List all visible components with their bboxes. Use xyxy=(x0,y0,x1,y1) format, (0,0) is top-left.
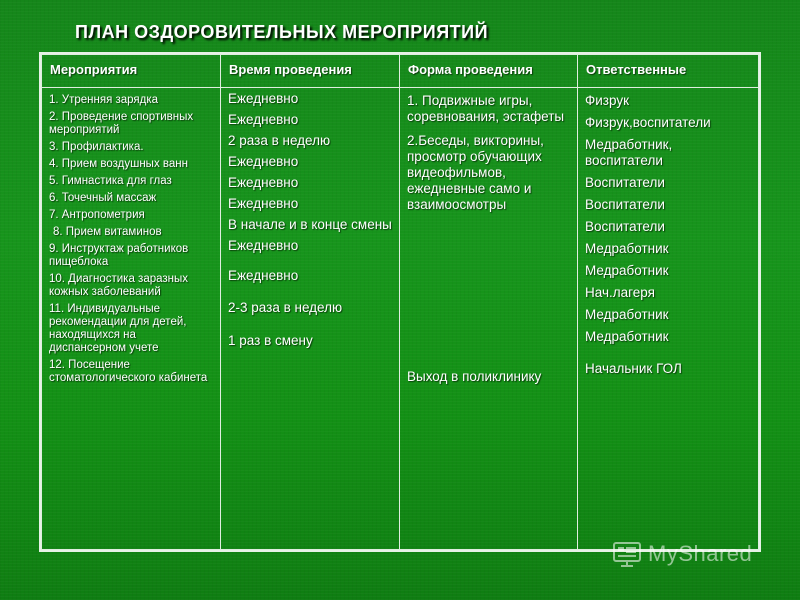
responsible-item: Медработник xyxy=(585,241,669,256)
schedule-item: 2 раза в неделю xyxy=(228,133,331,148)
responsible-item: Медработник, воспитатели xyxy=(585,137,673,168)
responsible-item: Физрук,воспитатели xyxy=(585,115,711,130)
table-header-row xyxy=(42,55,759,88)
responsible-item: Воспитатели xyxy=(585,219,665,234)
watermark xyxy=(611,536,781,572)
activity-item: 9. Инструктаж работников пищеблока xyxy=(49,243,189,268)
activity-item: 8. Прием витаминов xyxy=(53,226,162,238)
responsible-item: Медработник xyxy=(585,329,669,344)
schedule-item: Ежедневно xyxy=(228,268,299,283)
schedule-item: В начале и в конце смены xyxy=(228,217,392,232)
schedule-item: Ежедневно xyxy=(228,175,299,190)
activity-item: 5. Гимнастика для глаз xyxy=(49,175,172,187)
activity-item: 10. Диагностика заразных кожных заболеваний xyxy=(49,273,189,298)
responsible-cell xyxy=(578,88,759,550)
form-item: Выход в поликлинику xyxy=(407,369,542,384)
activity-item: 2. Проведение спортивных мероприятий xyxy=(49,111,194,136)
activity-item: 3. Профилактика. xyxy=(49,141,144,153)
schedule-item: Ежедневно xyxy=(228,154,299,169)
responsible-item: Воспитатели xyxy=(585,175,665,190)
form-cell xyxy=(400,88,578,550)
activity-item: 6. Точечный массаж xyxy=(49,192,157,204)
header-form: Форма проведения xyxy=(400,55,578,88)
schedule-item: Ежедневно xyxy=(228,238,299,253)
myshared-logo-icon xyxy=(611,538,643,570)
activity-item: 11. Индивидуальные рекомендации для детей, находящихся на диспансерном учете xyxy=(49,303,187,354)
activity-item: 1. Утренняя зарядка xyxy=(49,94,159,106)
schedule-item: Ежедневно xyxy=(228,112,299,127)
responsible-item: Воспитатели xyxy=(585,197,665,212)
slide-title: ПЛАН ОЗДОРОВИТЕЛЬНЫХ МЕРОПРИЯТИЙ xyxy=(75,22,489,42)
header-activities: Мероприятия xyxy=(42,55,221,88)
plan-table xyxy=(41,54,759,550)
header-responsible: Ответственные xyxy=(578,55,759,88)
responsible-item: Начальник ГОЛ xyxy=(585,361,682,376)
responsible-item: Медработник xyxy=(585,263,669,278)
form-item: 2.Беседы, викторины, просмотр обучающих видеофильмов, ежедневные само и взаимоосмотры xyxy=(407,133,544,212)
watermark-text: MyShared xyxy=(648,541,753,566)
schedule-cell xyxy=(221,88,400,550)
plan-table-frame xyxy=(39,52,761,552)
schedule-item: Ежедневно xyxy=(228,91,299,106)
activity-item: 12. Посещение стоматологического кабинета xyxy=(49,359,208,384)
header-schedule: Время проведения xyxy=(221,55,400,88)
activities-cell xyxy=(42,88,221,550)
table-body-row xyxy=(42,88,759,550)
form-item: 1. Подвижные игры, соревнования, эстафеты xyxy=(407,93,565,124)
responsible-item: Нач.лагеря xyxy=(585,285,655,300)
activity-item: 7. Антропометрия xyxy=(49,209,145,221)
activity-item: 4. Прием воздушных ванн xyxy=(49,158,188,170)
schedule-item: 1 раз в смену xyxy=(228,333,313,348)
schedule-item: 2-3 раза в неделю xyxy=(228,300,343,315)
responsible-item: Медработник xyxy=(585,307,669,322)
responsible-item: Физрук xyxy=(585,93,630,108)
schedule-item: Ежедневно xyxy=(228,196,299,211)
